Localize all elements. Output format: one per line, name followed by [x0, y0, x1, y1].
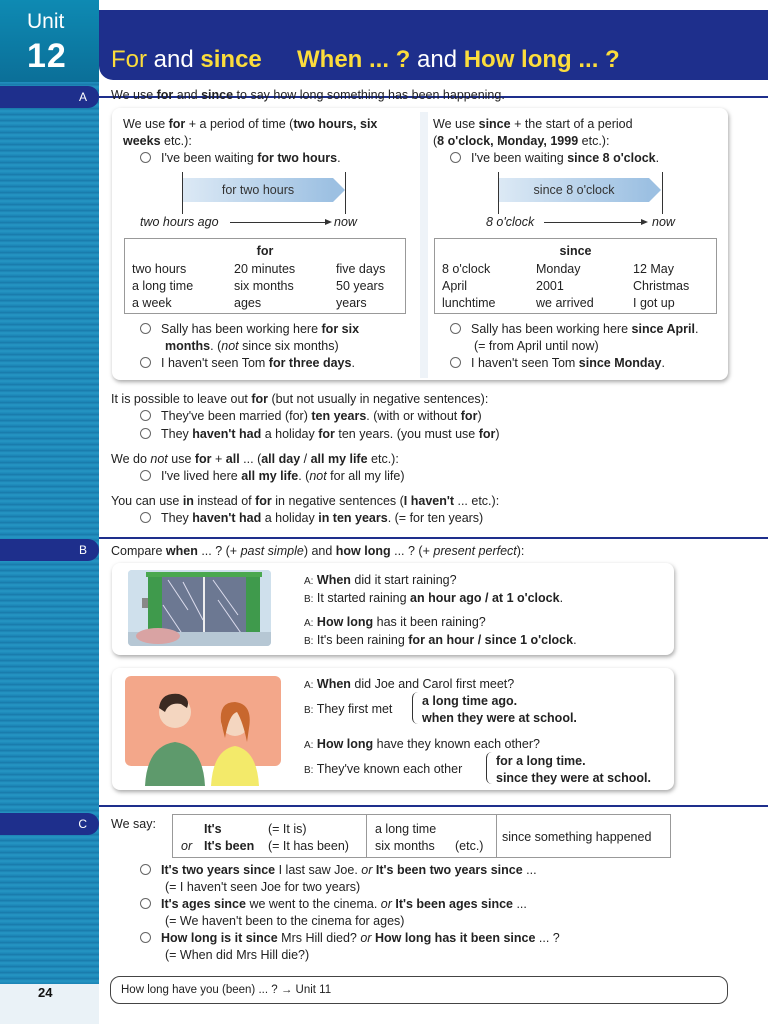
- table-cell: Monday: [536, 262, 581, 276]
- for-rule: We use for + a period of time (two hours, six: [123, 117, 378, 131]
- section-a-tab: A: [0, 86, 99, 108]
- bullet-circle-icon: [140, 470, 151, 481]
- table-cell: we arrived: [536, 296, 594, 310]
- cell-since-something: since something happened: [502, 830, 652, 844]
- c-example-1: It's two years since I last saw Joe. or It's been two years since ...: [140, 862, 537, 878]
- c-example-2: It's ages since we went to the cinema. or It's been ages since ...: [140, 896, 527, 912]
- for-timeline-line: [230, 222, 325, 223]
- we-say-label: We say:: [111, 817, 156, 831]
- c-example-2-gloss: (= We haven't been to the cinema for ages): [165, 914, 405, 928]
- since-example-2: Sally has been working here since April.: [450, 321, 698, 337]
- bullet-circle-icon: [140, 428, 151, 439]
- table-cell: lunchtime: [442, 296, 496, 310]
- for-table-header: for: [256, 244, 274, 258]
- c-example-3-gloss: (= When did Mrs Hill die?): [165, 948, 310, 962]
- since-timeline-left: 8 o'clock: [486, 215, 535, 229]
- cross-reference-link[interactable]: How long have you (been) ... ? → Unit 11: [121, 984, 332, 996]
- for-timeline-left: two hours ago: [140, 215, 219, 229]
- for-word-table: [124, 238, 406, 314]
- bullet-circle-icon: [140, 898, 151, 909]
- cell-or: or: [181, 839, 193, 853]
- since-word-table: [434, 238, 717, 314]
- table-cell: 50 years: [336, 279, 384, 293]
- since-example-2b: (= from April until now): [474, 339, 599, 353]
- rain-window-illustration: [128, 570, 271, 646]
- leave-out-example-2: They haven't had a holiday for ten years. (you must use for): [140, 426, 500, 442]
- for-example: I've been waiting for two hours.: [140, 150, 341, 166]
- table-cell: a long time: [132, 279, 194, 293]
- d2-answer-2-opt2: since they were at school.: [496, 771, 651, 785]
- title-when-howlong: When ... ? and How long ... ?: [297, 46, 620, 73]
- section-b-line: [99, 537, 768, 539]
- arrow-right-icon: [641, 219, 648, 225]
- for-timeline-right: now: [334, 215, 357, 229]
- leave-out-rule: It is possible to leave out for (but not usually in negative sentences):: [111, 392, 489, 406]
- bullet-circle-icon: [450, 323, 461, 334]
- since-example-3: I haven't seen Tom since Monday.: [450, 355, 665, 371]
- cell-its-been: It's been: [204, 839, 255, 853]
- table-cell: April: [442, 279, 468, 293]
- section-a-intro: We use for and since to say how long something has been happening.: [111, 88, 505, 102]
- panel-divider: [420, 112, 428, 378]
- arrow-right-icon: [649, 178, 661, 202]
- for-rule-2: weeks etc.):: [123, 134, 192, 148]
- c-example-3: How long is it since Mrs Hill died? or How long has it been since ... ?: [140, 930, 560, 946]
- timeline-end-mark: [345, 172, 346, 214]
- table-cell: a week: [132, 296, 172, 310]
- table-cell: 12 May: [633, 262, 674, 276]
- unit-badge: [0, 0, 99, 82]
- bullet-circle-icon: [140, 357, 151, 368]
- table-cell: 2001: [536, 279, 564, 293]
- table-cell: ages: [234, 296, 262, 310]
- rain-window-icon: [128, 570, 271, 646]
- couple-icon: [125, 676, 281, 786]
- we-say-table: [172, 814, 671, 858]
- table-cell: six months: [234, 279, 294, 293]
- table-cell: five days: [336, 262, 386, 276]
- since-timeline-right: now: [652, 215, 675, 229]
- table-cell: 8 o'clock: [442, 262, 491, 276]
- section-b-intro: Compare when ... ? (+ past simple) and how long ... ? (+ present perfect):: [111, 544, 525, 558]
- section-c-line: [99, 805, 768, 807]
- cell-a-long-time: a long time: [375, 822, 437, 836]
- page-number: 24: [38, 985, 53, 1000]
- cell-it-is: (= It is): [268, 822, 307, 836]
- unit-label: Unit: [27, 10, 65, 33]
- table-cell: Christmas: [633, 279, 690, 293]
- leave-out-example-1: They've been married (for) ten years. (with or without for): [140, 408, 482, 424]
- d1-question-2: A: How long has it been raining?: [304, 615, 486, 629]
- not-all-rule: We do not use for + all ... (all day / all my life etc.):: [111, 452, 399, 466]
- not-all-example: I've lived here all my life. (not for all my life): [140, 468, 405, 484]
- arrow-right-icon: [333, 178, 345, 202]
- table-divider: [366, 815, 367, 857]
- cell-it-has-been: (= It has been): [268, 839, 349, 853]
- brace-icon: [486, 752, 492, 784]
- d2-question-2: A: How long have they known each other?: [304, 737, 540, 751]
- d1-answer-2: B: It's been raining for an hour / since 1 o'clock.: [304, 633, 577, 647]
- bullet-circle-icon: [140, 323, 151, 334]
- since-rule: We use since + the start of a period: [433, 117, 633, 131]
- title-for-since: For and since: [111, 46, 262, 73]
- sidebar: [0, 0, 99, 1024]
- d2-answer-1-opt2: when they were at school.: [422, 711, 577, 725]
- cell-six-months: six months: [375, 839, 435, 853]
- c-example-1-gloss: (= I haven't seen Joe for two years): [165, 880, 361, 894]
- for-example-3: I haven't seen Tom for three days.: [140, 355, 355, 371]
- d1-question-1: A: When did it start raining?: [304, 573, 457, 587]
- page-title-bar: [99, 10, 768, 80]
- bullet-circle-icon: [450, 152, 461, 163]
- for-arrow: for two hours: [183, 178, 333, 202]
- since-example: I've been waiting since 8 o'clock.: [450, 150, 659, 166]
- bullet-circle-icon: [140, 512, 151, 523]
- cross-reference-box: [110, 976, 728, 1004]
- unit-number: 12: [27, 37, 67, 75]
- bullet-circle-icon: [140, 152, 151, 163]
- d2-question-1: A: When did Joe and Carol first meet?: [304, 677, 515, 691]
- cell-etc: (etc.): [455, 839, 484, 853]
- in-instead-rule: You can use in instead of for in negative sentences (I haven't ... etc.):: [111, 494, 500, 508]
- d2-answer-2-lead: B: They've known each other: [304, 762, 463, 776]
- for-example-2b: months. (not since six months): [165, 339, 339, 353]
- d1-answer-1: B: It started raining an hour ago / at 1 o'clock.: [304, 591, 564, 605]
- since-table-header: since: [559, 244, 592, 258]
- table-cell: two hours: [132, 262, 187, 276]
- bullet-circle-icon: [140, 932, 151, 943]
- section-b-tab: B: [0, 539, 99, 561]
- timeline-end-mark: [662, 172, 663, 214]
- table-cell: years: [336, 296, 367, 310]
- cell-its: It's: [204, 822, 222, 836]
- since-arrow: since 8 o'clock: [499, 178, 649, 202]
- bullet-circle-icon: [450, 357, 461, 368]
- since-rule-2: (8 o'clock, Monday, 1999 etc.):: [433, 134, 610, 148]
- section-c-tab: C: [0, 813, 99, 835]
- table-cell: I got up: [633, 296, 675, 310]
- d2-answer-1-lead: B: They first met: [304, 702, 393, 716]
- bullet-circle-icon: [140, 410, 151, 421]
- since-timeline-line: [544, 222, 641, 223]
- in-instead-example: They haven't had a holiday in ten years. (= for ten years): [140, 510, 483, 526]
- arrow-right-icon: [325, 219, 332, 225]
- for-example-2: Sally has been working here for six: [140, 321, 359, 337]
- table-cell: 20 minutes: [234, 262, 296, 276]
- couple-illustration: [125, 676, 281, 786]
- bullet-circle-icon: [140, 864, 151, 875]
- table-divider: [496, 815, 497, 857]
- brace-icon: [412, 692, 418, 724]
- d2-answer-2-opt1: for a long time.: [496, 754, 586, 768]
- d2-answer-1-opt1: a long time ago.: [422, 694, 518, 708]
